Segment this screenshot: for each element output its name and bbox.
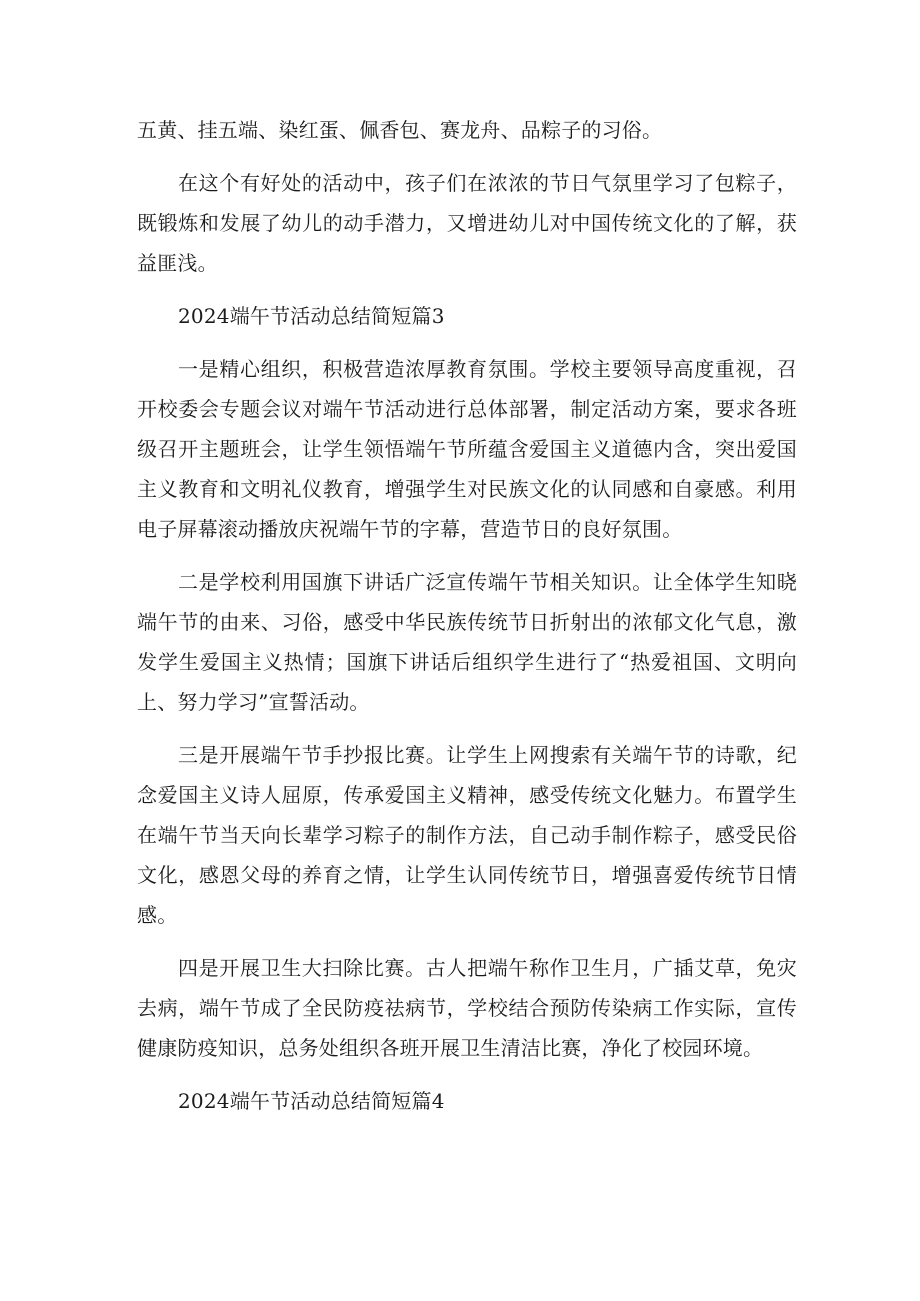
paragraph-point-one: 一是精心组织，积极营造浓厚教育氛围。学校主要领导高度重视，召开校委会专题会议对端午节活动进行总体部署，制定活动方案，要求各班级召开主题班会，让学生领悟端午节所蕴含爱国主义道德内含，突出爱国主义教育和文明礼仪教育，增强学生对民族文化的认同感和自豪感。利用电子屏幕滚动播放庆祝端午节的字幕，营造节日的良好氛围。 [137, 357, 797, 541]
paragraph-customs: 五黄、挂五端、染红蛋、佩香包、赛龙舟、品粽子的习俗。 [137, 118, 663, 142]
document-body [137, 110, 797, 1134]
section-heading-part3: 2024端午节活动总结简短篇3 [178, 304, 445, 328]
paragraph-point-two: 二是学校利用国旗下讲话广泛宣传端午节相关知识。让全体学生知晓端午节的由来、习俗，感受中华民族传统节日折射出的浓郁文化气息，激发学生爱国主义热情；国旗下讲话后组织学生进行了“热爱祖国、文明向上、努力学习”宣誓活动。 [137, 570, 797, 714]
paragraph-point-four: 四是开展卫生大扫除比赛。古人把端午称作卫生月，广插艾草，免灾去病，端午节成了全民防疫祛病节，学校结合预防传染病工作实际，宣传健康防疫知识，总务处组织各班开展卫生清洁比赛，净化了校园环境。 [137, 956, 797, 1060]
paragraph-point-three: 三是开展端午节手抄报比赛。让学生上网搜索有关端午节的诗歌，纪念爱国主义诗人屈原，传承爱国主义精神，感受传统文化魅力。布置学生在端午节当天向长辈学习粽子的制作方法，自己动手制作粽子，感受民俗文化，感恩父母的养育之情，让学生认同传统节日，增强喜爱传统节日情感。 [137, 743, 797, 927]
section-heading-part4: 2024端午节活动总结简短篇4 [178, 1089, 445, 1113]
paragraph-activity-benefit: 在这个有好处的活动中，孩子们在浓浓的节日气氛里学习了包粽子，既锻炼和发展了幼儿的动手潜力，又增进幼儿对中国传统文化的了解，获益匪浅。 [137, 171, 797, 275]
